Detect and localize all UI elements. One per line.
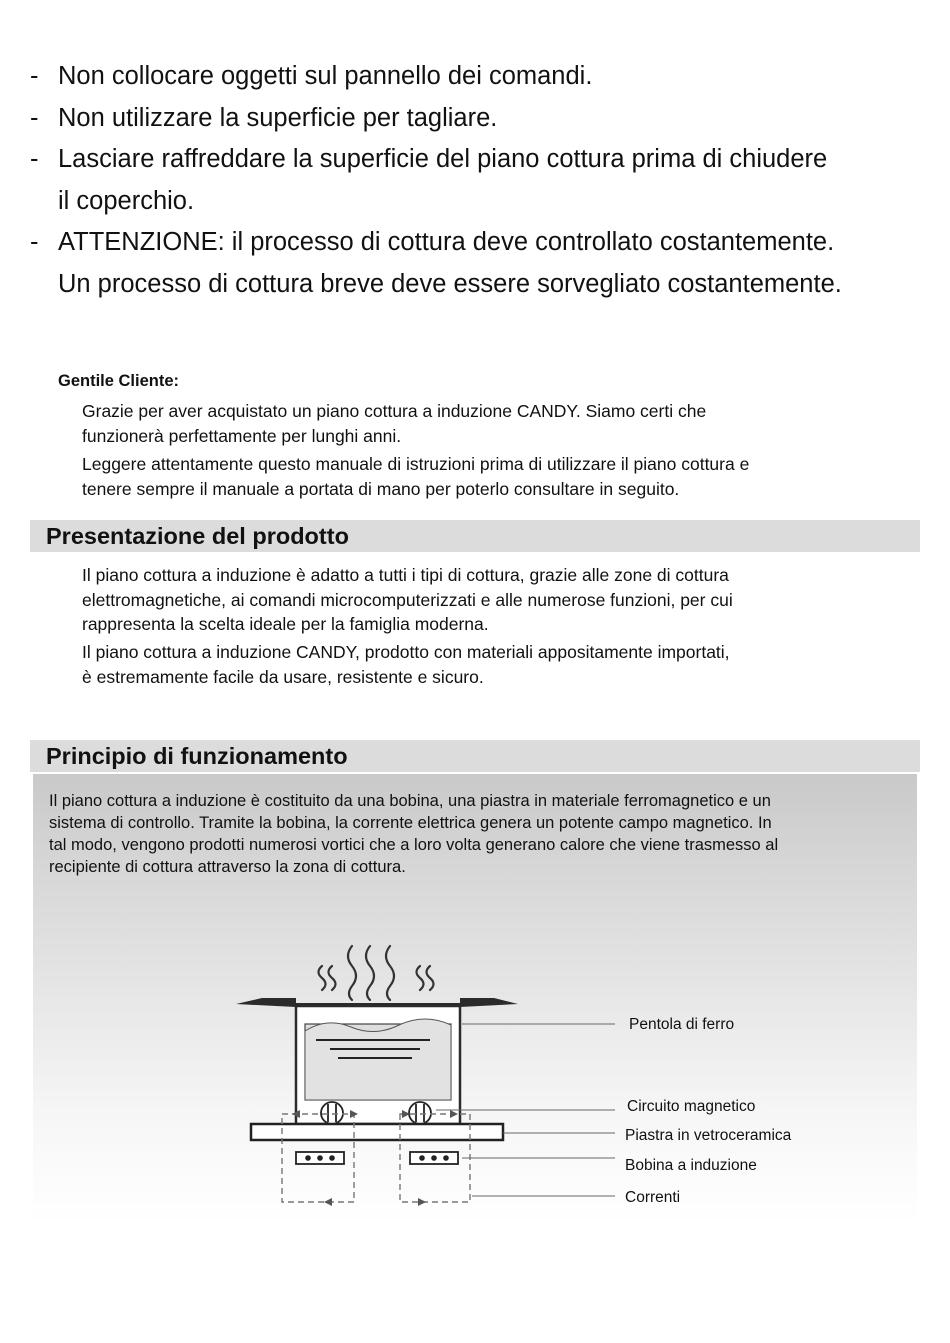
text-line: Il piano cottura a induzione CANDY, prodotto con materiali appositamente importati, bbox=[82, 642, 730, 662]
text-line: tal modo, vengono prodotti numerosi vortici che a loro volta generano calore che viene trasmesso al bbox=[49, 836, 779, 854]
text-line: funzionerà perfettamente per lunghi anni. bbox=[82, 425, 402, 446]
label-iron-pan: Pentola di ferro bbox=[629, 1016, 735, 1033]
section-heading-principle: Principio di funzionamento bbox=[30, 740, 920, 772]
bullet-dash: - bbox=[30, 228, 39, 256]
section-heading-presentation: Presentazione del prodotto bbox=[30, 520, 920, 552]
leader-lines bbox=[436, 1024, 615, 1196]
text-line: è estremamente facile da usare, resistente e sicuro. bbox=[82, 666, 484, 687]
text-line: Il piano cottura a induzione è adatto a tutti i tipi di cottura, grazie alle zone di cottura bbox=[82, 565, 729, 585]
iron-pan bbox=[236, 998, 518, 1124]
warning-line: il coperchio. bbox=[58, 186, 195, 215]
label-induction-coil: Bobina a induzione bbox=[625, 1157, 757, 1174]
text-line: rappresenta la scelta ideale per la famiglia moderna. bbox=[82, 614, 489, 634]
text-line: Grazie per aver acquistato un piano cottura a induzione CANDY. Siamo certi che bbox=[82, 401, 707, 421]
warning-line: ATTENZIONE: il processo di cottura deve controllato costantemente. bbox=[58, 228, 835, 256]
text-line: tenere sempre il manuale a portata di mano per poterlo consultare in seguito. bbox=[82, 478, 680, 499]
steam-icon bbox=[319, 946, 434, 1000]
label-currents: Correnti bbox=[625, 1189, 681, 1206]
bullet-dash: - bbox=[30, 145, 39, 173]
induction-coil-icon bbox=[296, 1152, 458, 1164]
warning-line: Non collocare oggetti sul pannello dei comandi. bbox=[58, 62, 593, 90]
text-line: recipiente di cottura attraverso la zona di cottura. bbox=[49, 858, 406, 876]
label-glass-plate: Piastra in vetroceramica bbox=[625, 1127, 792, 1144]
warning-line: Non utilizzare la superficie per tagliare. bbox=[58, 103, 498, 132]
glass-ceramic-plate bbox=[251, 1124, 503, 1140]
bullet-dash: - bbox=[30, 103, 39, 132]
text-line: elettromagnetiche, ai comandi microcomputerizzati e alle numerose funzioni, per cui bbox=[82, 589, 733, 610]
bullet-dash: - bbox=[30, 62, 39, 90]
warning-line: Un processo di cottura breve deve essere sorvegliato costantemente. bbox=[58, 269, 842, 298]
text-line: Leggere attentamente questo manuale di istruzioni prima di utilizzare il piano cottura e bbox=[82, 454, 750, 474]
warning-line: Lasciare raffreddare la superficie del piano cottura prima di chiudere bbox=[58, 145, 828, 173]
greeting-title: Gentile Cliente: bbox=[58, 372, 180, 390]
text-line: Il piano cottura a induzione è costituito da una bobina, una piastra in materiale ferromagnetico e un bbox=[49, 792, 771, 810]
label-magnetic-circuit: Circuito magnetico bbox=[627, 1098, 756, 1115]
text-line: sistema di controllo. Tramite la bobina, la corrente elettrica genera un potente campo magnetico. In bbox=[49, 814, 772, 832]
